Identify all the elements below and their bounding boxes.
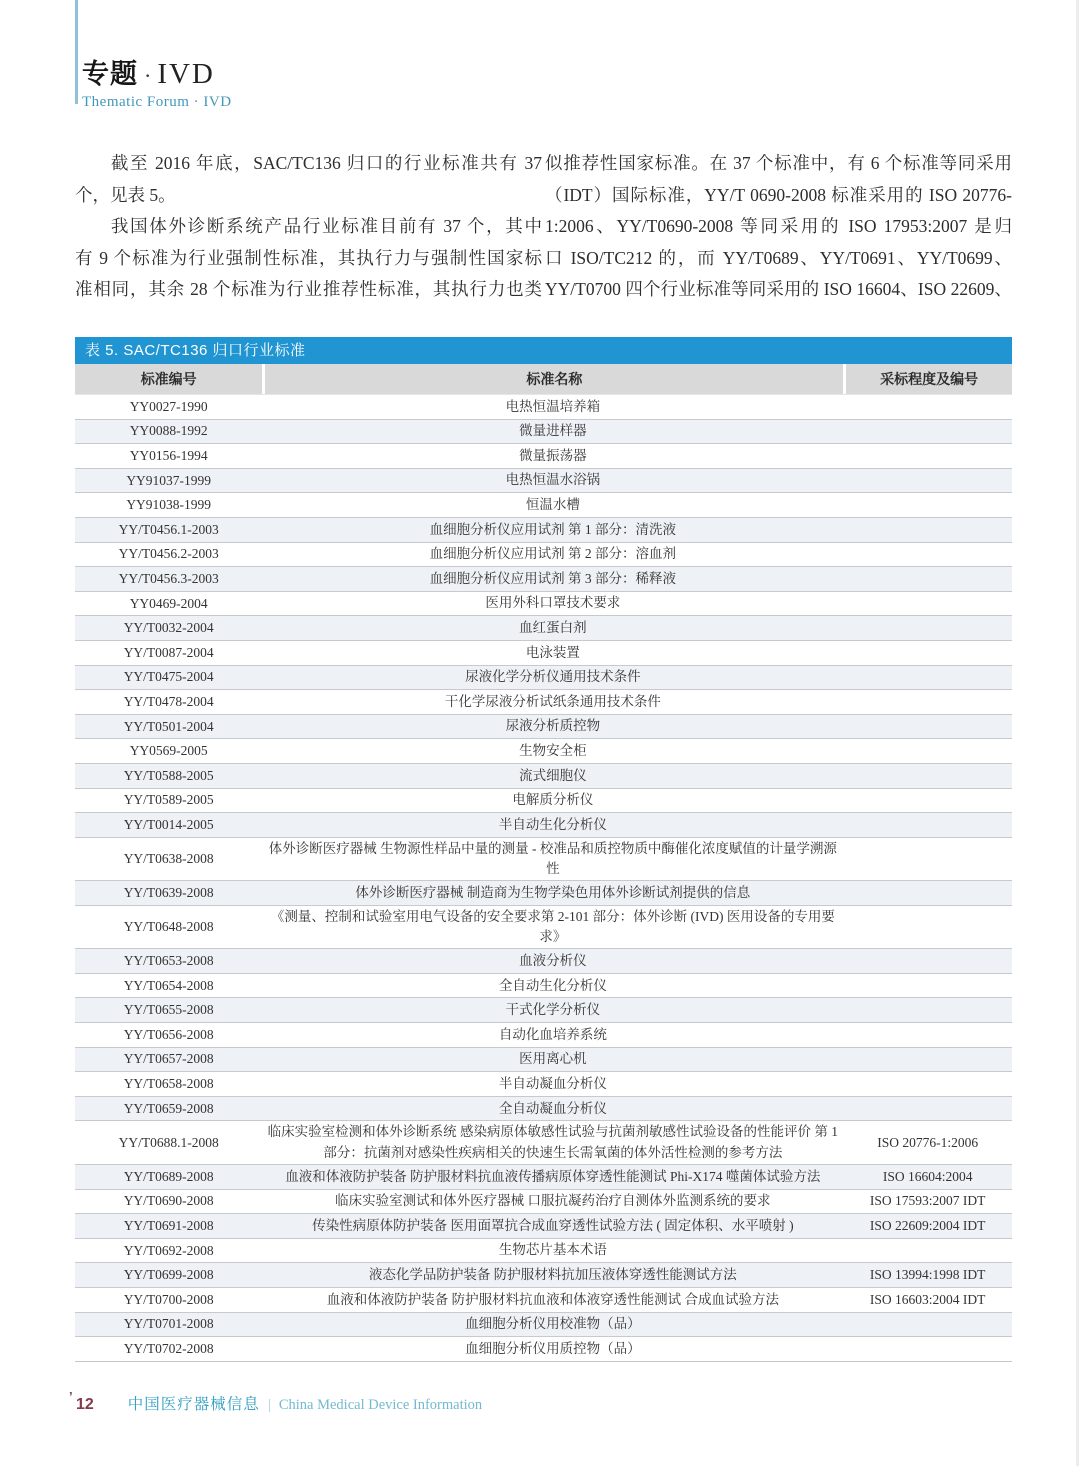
standard-code: YY/T0654-2008 [123,977,214,993]
footer-separator: | [267,1397,271,1413]
table-header-adoption: 采标程度及编号 [843,364,1012,394]
standard-adoption [843,1009,1012,1011]
standard-adoption [843,858,1012,860]
table-row [75,443,1012,468]
article-text-line: 个，见表 5。 [75,184,176,205]
table-row [75,640,1012,665]
table-header-row [75,364,1012,394]
standard-adoption [843,529,1012,531]
table-row [75,492,1012,517]
standard-name: 半自动凝血分析仪 [498,1075,607,1091]
standard-code: YY/T0700-2008 [123,1291,214,1307]
standard-name: 自动化血培养系统 [498,1026,607,1042]
table-row [75,566,1012,591]
table-row [75,1238,1012,1263]
standard-name: 血液和体液防护装备 防护服材料抗血液和体液穿透性能测试 合成血试验方法 [326,1291,779,1307]
table-header-code: 标准编号 [140,371,197,387]
standard-name: 血红蛋白剂 [519,620,587,636]
table-row [75,468,1012,493]
standard-code: YY/T0692-2008 [123,1242,214,1258]
standard-code: YY/T0702-2008 [123,1340,214,1356]
masthead-title-cn: 专题 [82,59,138,89]
standard-adoption [843,578,1012,580]
standard-adoption [843,1323,1012,1325]
standard-code: YY/T0501-2004 [123,718,214,734]
standard-adoption [843,701,1012,703]
table-row [75,973,1012,998]
standard-name: 临床实验室检测和体外诊断系统 感染病原体敏感性试验与抗菌剂敏感性试验设备的性能评价 第 1 部分：抗菌剂对感染性疾病相关的快速生长需氧菌的体外活性检测的参考方法 [267,1124,839,1160]
article-text-line: 准相同，其余 28 个标准为行业推荐性标准，其执行力也类 [75,279,542,299]
standard-code: YY/T0658-2008 [123,1076,214,1092]
standard-code: YY/T0014-2005 [123,816,214,832]
standard-code: YY/T0456.2-2003 [118,546,219,562]
standard-name: 电热恒温培养箱 [505,398,601,414]
table-row [75,1312,1012,1337]
table-row [75,1189,1012,1214]
masthead-title [82,52,232,91]
masthead-title-en: IVD [157,58,215,90]
standard-name: 全自动凝血分析仪 [498,1100,607,1116]
table-title-bar: 表 5. SAC/TC136 归口行业标准 [75,337,1012,364]
standard-adoption [843,799,1012,801]
standard-name: 电热恒温水浴锅 [505,472,601,488]
table-row [75,880,1012,905]
standard-name: 微量振荡器 [519,447,587,463]
standard-code: YY/T0659-2008 [123,1100,214,1116]
table-row [75,763,1012,788]
standard-name: 《测量、控制和试验室用电气设备的安全要求第 2-101 部分：体外诊断 (IVD) 医用设备的专用要求》 [270,908,835,945]
standard-adoption [843,960,1012,962]
standard-code: YY0027-1990 [129,398,208,414]
article-text-line: 我国体外诊断系统产品行业标准目前有 37 个，其中 [110,216,542,236]
standard-name: 微量进样器 [519,423,587,439]
standard-name: 医用外科口罩技术要求 [485,595,621,611]
masthead-subtitle: Thematic Forum · IVD [82,94,232,110]
table-row [75,1287,1012,1312]
standard-name: 血液和体液防护装备 防护服材料抗血液传播病原体穿透性能测试 Phi-X174 噬菌体试验方法 [285,1168,821,1184]
standard-name: 恒温水槽 [525,497,580,513]
table-header-name: 标准名称 [262,364,843,394]
standard-code: YY/T0032-2004 [123,620,214,636]
standard-adoption [843,1250,1012,1252]
standard-code: YY/T0588-2005 [123,767,214,783]
standard-code: YY/T0701-2008 [123,1316,214,1332]
table-row [75,812,1012,837]
page-number [69,1389,94,1414]
table-row [75,837,1012,881]
standard-adoption [843,480,1012,482]
standard-code: YY/T0456.1-2003 [118,521,219,537]
standard-name: 体外诊断医疗器械 制造商为生物学染色用体外诊断试剂提供的信息 [355,884,751,900]
masthead [82,52,232,111]
standard-adoption [843,726,1012,728]
standard-adoption: ISO 20776-1:2006 [877,1134,979,1150]
article-left-column [75,148,542,306]
standard-name: 生物芯片基本术语 [498,1242,607,1258]
standard-code: YY/T0475-2004 [123,669,214,685]
standard-name: 血细胞分析仪应用试剂 第 2 部分：溶血剂 [429,546,677,562]
table-row [75,591,1012,616]
standard-code: YY/T0689-2008 [123,1168,214,1184]
table-row [75,542,1012,567]
table-row [75,714,1012,739]
article-text-line: 有 9 个标准为行业强制性标准，其执行力与强制性国家标 [75,247,542,268]
standard-name: 液态化学品防护装备 防护服材料抗加压液体穿透性能测试方法 [368,1266,737,1282]
journal-name-en: China Medical Device Information [278,1397,483,1413]
table-row [75,738,1012,763]
standard-code: YY/T0478-2004 [123,693,214,709]
standard-adoption: ISO 16603:2004 IDT [869,1291,986,1307]
standard-adoption [843,406,1012,408]
article-text-line: 1:2006、YY/T0690-2008 等同采用的 ISO 17953:2007 是归 [545,216,1012,236]
standard-code: YY0569-2005 [129,743,208,759]
standard-adoption [843,504,1012,506]
table-row [75,419,1012,444]
table-row [75,665,1012,690]
standard-code: YY/T0638-2008 [123,850,214,866]
standard-name: 尿液分析质控物 [505,718,601,734]
standard-code: YY0156-1994 [129,447,208,463]
standard-adoption [843,603,1012,605]
standard-code: YY0088-1992 [129,423,208,439]
standard-name: 电解质分析仪 [512,792,594,808]
table-row [75,905,1012,949]
standard-code: YY/T0653-2008 [123,953,214,969]
standard-name: 血细胞分析仪应用试剂 第 1 部分：清洗液 [429,521,677,537]
standard-adoption [843,1034,1012,1036]
standards-table [75,337,1012,1362]
standard-name: 生物安全柜 [519,742,587,758]
standard-name: 全自动生化分析仪 [498,977,607,993]
table-row [75,1262,1012,1287]
standard-name: 干化学尿液分析试纸条通用技术条件 [444,693,661,709]
standard-name: 体外诊断医疗器械 生物源性样品中量的测量 - 校准品和质控物质中酶催化浓度赋值的计量学溯源性 [268,840,837,876]
article-text-line: YY/T0700 四个行业标准等同采用的 ISO 16604、ISO 22609、 [545,279,1012,299]
table-row [75,1022,1012,1047]
standard-name: 干式化学分析仪 [505,1002,601,1018]
standard-adoption [843,1058,1012,1060]
standard-name: 传染性病原体防护装备 医用面罩抗合成血穿透性试验方法 ( 固定体积、水平喷射 ) [312,1217,794,1233]
standard-adoption: ISO 17593:2007 IDT [869,1193,986,1209]
standard-code: YY/T0639-2008 [123,884,214,900]
article-text-line: （IDT）国际标准，YY/T 0690-2008 标准采用的 ISO 20776- [545,184,1012,205]
standard-code: YY0469-2004 [129,595,208,611]
standard-code: YY/T0648-2008 [123,919,214,935]
standard-name: 尿液化学分析仪通用技术条件 [465,669,641,685]
standard-adoption [843,455,1012,457]
standard-code: YY91037-1999 [126,472,212,488]
table-row [75,1213,1012,1238]
article-text-line: 口 ISO/TC212 的，而 YY/T0689、YY/T0691、YY/T0699、 [545,247,1012,268]
table-row [75,1071,1012,1096]
standard-code: YY/T0657-2008 [123,1051,214,1067]
table-body [75,394,1012,1362]
standard-adoption [843,750,1012,752]
standard-code: YY/T0656-2008 [123,1026,214,1042]
standard-adoption [843,627,1012,629]
standard-adoption [843,652,1012,654]
table-row [75,788,1012,813]
standard-adoption [843,1083,1012,1085]
standard-adoption: ISO 13994:1998 IDT [869,1267,986,1283]
table-row [75,1336,1012,1361]
masthead-title-dot: · [144,63,152,88]
standard-code: YY/T0699-2008 [123,1267,214,1283]
standard-name: 血液分析仪 [519,952,587,968]
standard-name: 血细胞分析仪用校准物（品） [465,1316,641,1332]
standard-name: 临床实验室测试和体外医疗器械 口服抗凝药治疗自测体外监测系统的要求 [335,1193,771,1209]
table-row [75,394,1012,419]
standard-code: YY/T0087-2004 [123,644,214,660]
table-row [75,1096,1012,1121]
standard-adoption: ISO 16604:2004 [882,1168,973,1184]
standard-code: YY/T0688.1-2008 [118,1134,219,1150]
standard-name: 医用离心机 [519,1051,587,1067]
article-right-column [545,148,1012,306]
standard-adoption [843,676,1012,678]
standard-adoption [843,824,1012,826]
standard-code: YY/T0655-2008 [123,1002,214,1018]
standard-code: YY/T0691-2008 [123,1217,214,1233]
table-row [75,948,1012,973]
table-row [75,689,1012,714]
standard-adoption [843,926,1012,928]
standard-adoption [843,430,1012,432]
table-row [75,1120,1012,1164]
standard-code: YY91038-1999 [126,497,212,513]
standard-name: 血细胞分析仪应用试剂 第 3 部分：稀释液 [429,570,677,586]
standard-code: YY/T0456.3-2003 [118,570,219,586]
page-number-mark: ’ [69,1389,73,1404]
standard-adoption [843,1108,1012,1110]
standard-name: 血细胞分析仪用质控物（品） [465,1340,641,1356]
standard-name: 流式细胞仪 [519,767,587,783]
standard-adoption [843,775,1012,777]
standard-name: 半自动生化分析仪 [498,816,607,832]
standard-adoption: ISO 22609:2004 IDT [869,1217,986,1233]
table-row [75,517,1012,542]
table-row [75,1164,1012,1189]
standard-name: 电泳装置 [525,644,580,660]
article-text-line: 截至 2016 年底，SAC/TC136 归口的行业标准共有 37 [110,153,542,173]
journal-name-cn: 中国医疗器械信息 [127,1396,260,1413]
article-body [75,148,1012,306]
page-edge-shadow [1076,0,1079,1466]
page-number-value: 12 [76,1396,94,1413]
article-text-line: 似推荐性国家标准。在 37 个标准中，有 6 个标准等同采用 [545,153,1012,173]
table-row [75,615,1012,640]
standard-adoption [843,985,1012,987]
page-footer [69,1389,483,1414]
standard-code: YY/T0690-2008 [123,1193,214,1209]
standard-adoption [843,892,1012,894]
table-row [75,1047,1012,1072]
standard-code: YY/T0589-2005 [123,792,214,808]
header-accent-line [75,0,78,104]
standard-adoption [843,1348,1012,1350]
table-row [75,997,1012,1022]
standard-adoption [843,553,1012,555]
